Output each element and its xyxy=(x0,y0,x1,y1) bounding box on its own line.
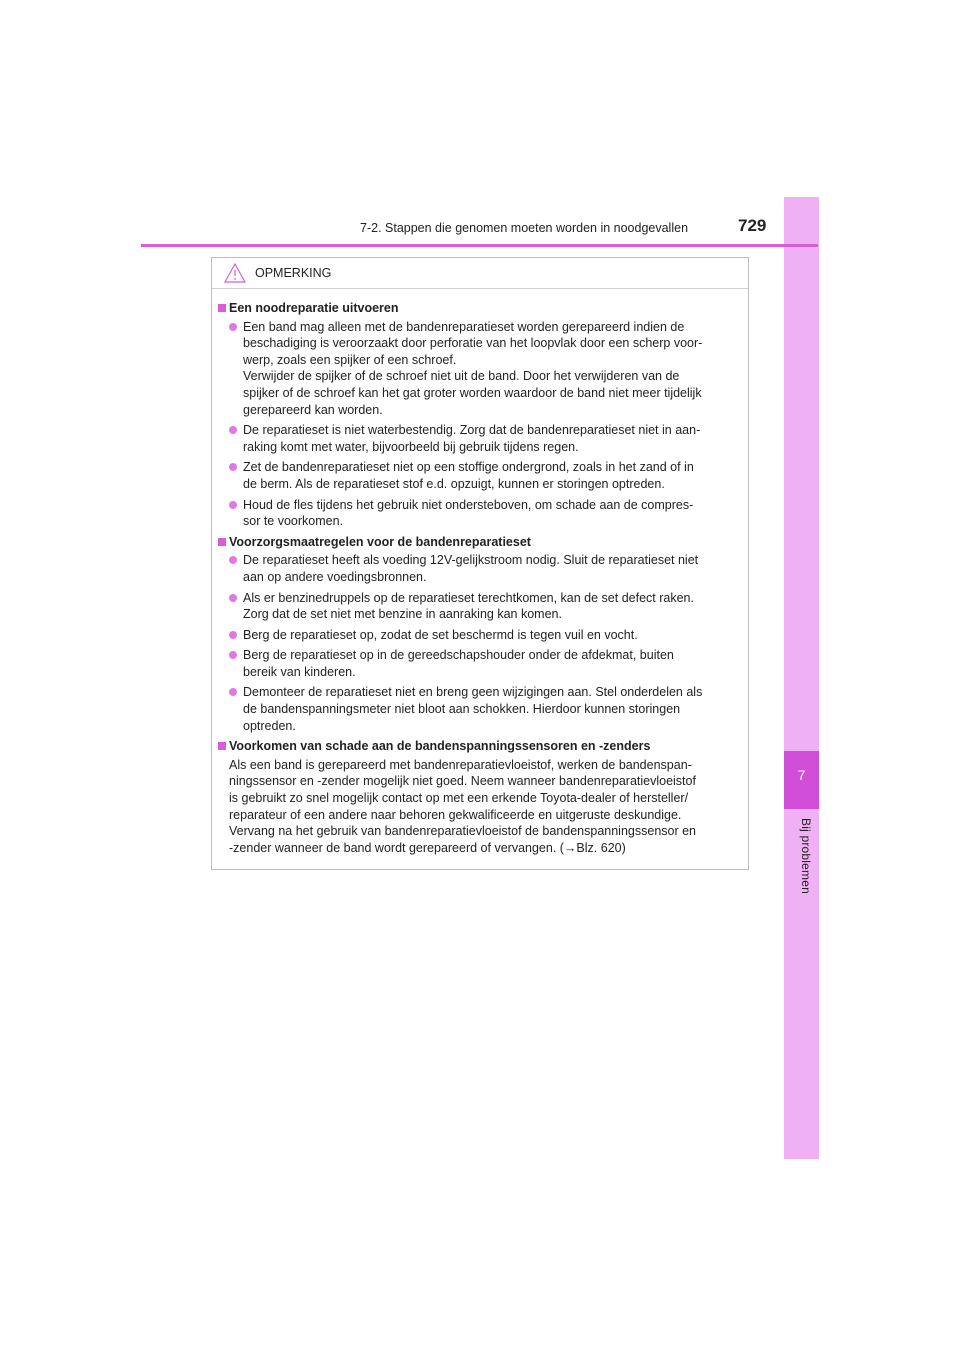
bullet-icon xyxy=(229,688,237,696)
notice-body xyxy=(218,300,744,858)
list-item xyxy=(218,497,744,530)
text-line: De reparatieset is niet waterbestendig. Zorg dat de bandenreparatieset niet in aan- xyxy=(243,423,701,438)
chapter-number: 7 xyxy=(797,767,806,783)
bullet-icon xyxy=(229,594,237,602)
text-line: spijker of de schroef kan het gat groter worden waardoor de band niet meer tijdelijk xyxy=(243,385,702,400)
text-line: is gebruikt zo snel mogelijk contact op met een erkende Toyota-dealer of hersteller/ xyxy=(229,791,689,806)
notice-section xyxy=(218,300,744,530)
bullet-icon xyxy=(229,323,237,331)
text-line: werp, zoals een spijker of een schroef. xyxy=(243,352,457,367)
notice-title: OPMERKING xyxy=(255,266,332,280)
bullet-icon xyxy=(229,501,237,509)
text-line: Houd de fles tijdens het gebruik niet ondersteboven, om schade aan de compres- xyxy=(243,497,694,512)
text-line: Demonteer de reparatieset niet en breng geen wijzigingen aan. Stel onderdelen als xyxy=(243,685,703,700)
text-line: Als er benzinedruppels op de reparatieset terechtkomen, kan de set defect raken. xyxy=(243,590,694,605)
text-line: Zorg dat de set niet met benzine in aanraking kan komen. xyxy=(243,607,562,622)
text-line: de bandenspanningsmeter niet bloot aan schokken. Hierdoor kunnen storingen xyxy=(243,702,681,717)
text-line: Een band mag alleen met de bandenreparatieset worden gerepareerd indien de xyxy=(243,319,685,334)
list-item xyxy=(218,627,744,644)
text-line: Berg de reparatieset op, zodat de set beschermd is tegen vuil en vocht. xyxy=(243,627,638,642)
chapter-label: Bij problemen xyxy=(799,818,813,894)
text-line: gerepareerd kan worden. xyxy=(243,402,383,417)
bullet-icon xyxy=(229,463,237,471)
section-heading: Voorkomen van schade aan de bandenspanningssensoren en -zenders xyxy=(218,738,744,755)
text-line: optreden. xyxy=(243,718,296,733)
bullet-icon xyxy=(229,426,237,434)
text-line: Als een band is gerepareerd met bandenreparatievloeistof, werken de bandenspan- xyxy=(229,757,692,772)
notice-box xyxy=(211,257,749,870)
list-item xyxy=(218,422,744,455)
text-line: De reparatieset heeft als voeding 12V-gelijkstroom nodig. Sluit de reparatieset niet xyxy=(243,553,699,568)
bullet-icon xyxy=(229,556,237,564)
notice-header xyxy=(212,258,748,289)
text-line: Zet de bandenreparatieset niet op een stoffige ondergrond, zoals in het zand of in xyxy=(243,460,694,475)
warning-triangle-icon xyxy=(224,263,246,283)
text-line: Verwijder de spijker of de schroef niet uit de band. Door het verwijderen van de xyxy=(243,369,680,384)
side-band xyxy=(784,197,819,1159)
list-item xyxy=(218,552,744,585)
page-number: 729 xyxy=(738,216,767,235)
bullet-icon xyxy=(229,651,237,659)
text-line: sor te voorkomen. xyxy=(243,514,344,529)
list-item xyxy=(218,590,744,623)
section-paragraph xyxy=(218,757,744,857)
list-item xyxy=(218,319,744,419)
section-title: 7-2. Stappen die genomen moeten worden in noodgevallen xyxy=(360,221,689,235)
notice-section xyxy=(218,534,744,735)
bullet-icon xyxy=(229,631,237,639)
text-line: beschadiging is veroorzaakt door perforatie van het loopvlak door een scherp voor- xyxy=(243,336,703,351)
notice-section xyxy=(218,738,744,856)
text-line: reparateur of een andere naar behoren gekwalificeerde en uitgeruste deskundige. xyxy=(229,807,682,822)
section-heading: Een noodreparatie uitvoeren xyxy=(218,300,744,317)
text-line: de berm. Als de reparatieset stof e.d. opzuigt, kunnen er storingen optreden. xyxy=(243,476,665,491)
text-line: raking komt met water, bijvoorbeeld bij gebruik tijdens regen. xyxy=(243,439,579,454)
list-item xyxy=(218,459,744,492)
text-line: ningssensor en -zender mogelijk niet goed. Neem wanneer bandenreparatievloeistof xyxy=(229,774,696,789)
list-item xyxy=(218,647,744,680)
list-item xyxy=(218,684,744,734)
text-line: bereik van kinderen. xyxy=(243,664,356,679)
section-heading: Voorzorgsmaatregelen voor de bandenreparatieset xyxy=(218,534,744,551)
text-line: aan op andere voedingsbronnen. xyxy=(243,569,427,584)
text-line: Vervang na het gebruik van bandenreparatievloeistof de bandenspanningssensor en xyxy=(229,824,697,839)
text-line: Berg de reparatieset op in de gereedschapshouder onder de afdekmat, buiten xyxy=(243,648,674,663)
header-rule xyxy=(141,244,818,247)
page-reference-link[interactable]: -zender wanneer de band wordt gerepareerd of vervangen. (→Blz. 620) xyxy=(229,840,626,855)
